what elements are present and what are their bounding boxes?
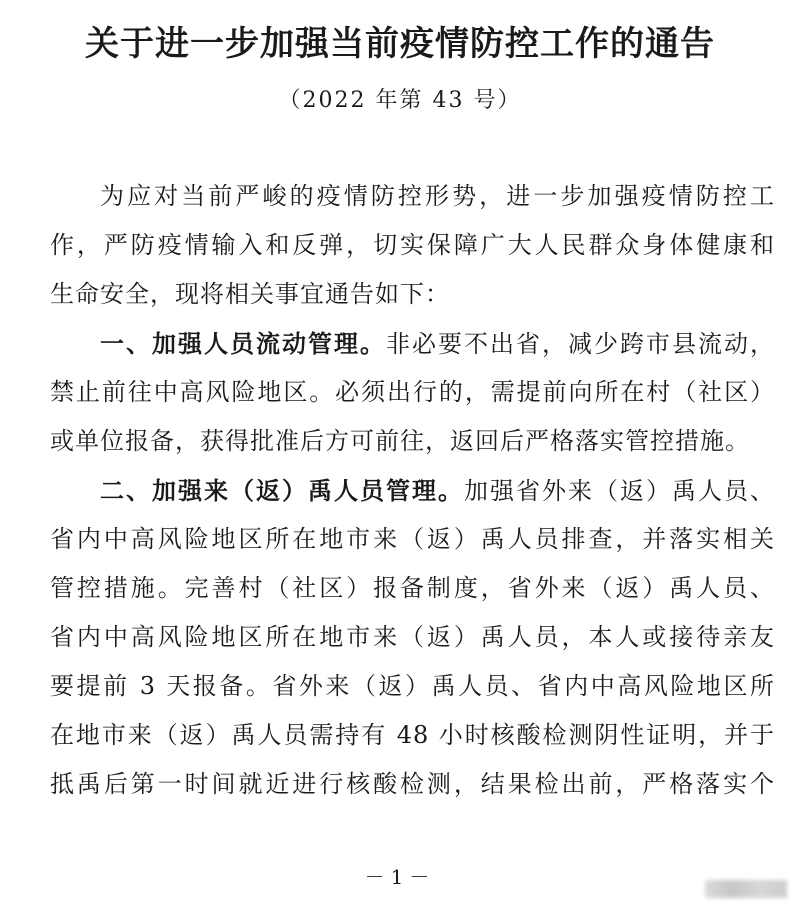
text-line — [50, 515, 775, 564]
text-line — [50, 613, 775, 662]
line-text: 非必要不出省，减少跨市县流动， — [386, 330, 775, 358]
document-title: 关于进一步加强当前疫情防控工作的通告 — [85, 24, 715, 64]
line-text: 抵禹后第一时间就近进行核酸检测，结果检出前，严格落实个 — [50, 770, 775, 798]
text-line — [50, 221, 775, 270]
text-line — [50, 760, 775, 809]
document-body — [50, 172, 775, 809]
text-line — [50, 711, 775, 760]
section-heading: 二、加强来（返）禹人员管理。 — [100, 476, 464, 505]
watermark-logo — [705, 880, 787, 898]
text-line — [50, 417, 775, 466]
text-line — [50, 368, 775, 417]
text-line — [50, 564, 775, 613]
line-text: 加强省外来（返）禹人员、 — [464, 477, 775, 505]
text-line — [50, 319, 775, 368]
text-line — [50, 270, 775, 319]
section-heading: 一、加强人员流动管理。 — [100, 329, 386, 358]
text-line — [50, 466, 775, 515]
line-text: 或单位报备，获得批准后方可前往，返回后严格落实管控措施。 — [50, 427, 750, 455]
line-text: 禁止前往中高风险地区。必须出行的，需提前向所在村（社区） — [50, 378, 775, 406]
text-line — [50, 662, 775, 711]
line-text: 为应对当前严峻的疫情防控形势，进一步加强疫情防控工 — [100, 182, 775, 210]
line-text: 省内中高风险地区所在地市来（返）禹人员排查，并落实相关 — [50, 525, 775, 553]
line-text: 管控措施。完善村（社区）报备制度，省外来（返）禹人员、 — [50, 574, 775, 602]
document-number: （2022 年第 43 号） — [278, 88, 522, 113]
line-text: 要提前 3 天报备。省外来（返）禹人员、省内中高风险地区所 — [50, 672, 775, 700]
text-line — [50, 172, 775, 221]
line-text: 在地市来（返）禹人员需持有 48 小时核酸检测阴性证明，并于 — [50, 721, 775, 749]
line-text: 省内中高风险地区所在地市来（返）禹人员，本人或接待亲友 — [50, 623, 775, 651]
line-text: 生命安全，现将相关事宜通告如下： — [50, 280, 450, 308]
page-number: －1－ — [364, 865, 436, 889]
line-text: 作，严防疫情输入和反弹，切实保障广大人民群众身体健康和 — [50, 231, 775, 259]
